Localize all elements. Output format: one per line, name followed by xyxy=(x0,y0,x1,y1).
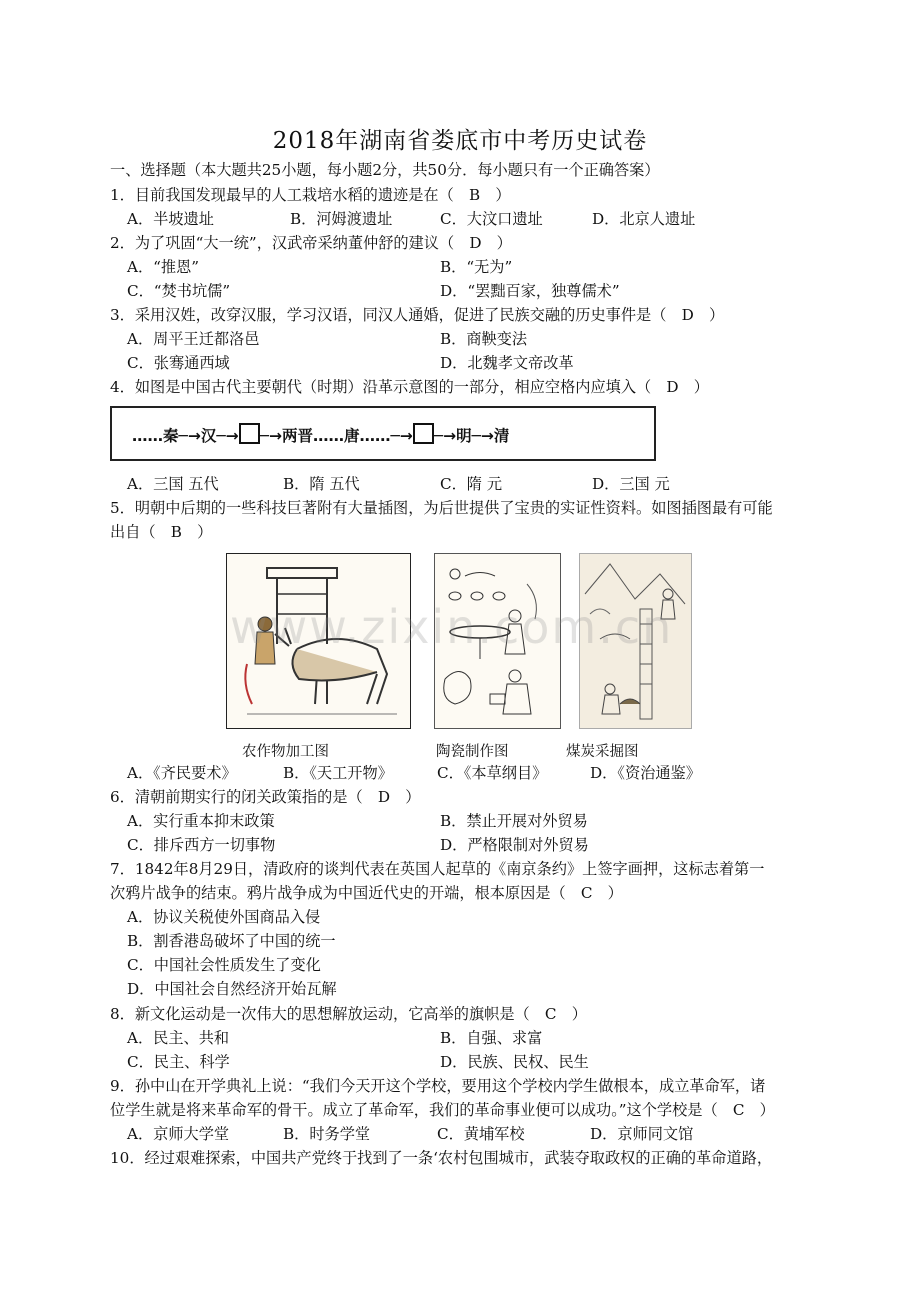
question-9-stem-line2: 位学生就是将来革命军的骨干。成立了革命军，我们的革命事业便可以成功。”这个学校是（ C ） xyxy=(110,1101,775,1119)
watermark: www.zixin.com.cn xyxy=(230,600,674,654)
question-6-stem: 6．清朝前期实行的闭关政策指的是（ D ） xyxy=(110,788,421,806)
q4-option-a: A．三国 五代 xyxy=(127,475,219,493)
q9-option-c: C．黄埔军校 xyxy=(437,1125,525,1143)
q2-option-b: B．“无为” xyxy=(440,258,513,276)
q5-option-b: B．《天工开物》 xyxy=(283,764,393,782)
q3-option-a: A．周平王迁都洛邑 xyxy=(127,330,260,348)
dynasty-sequence-box xyxy=(110,406,656,461)
q1-option-d: D．北京人遗址 xyxy=(592,210,696,228)
q6-option-c: C．排斥西方一切事物 xyxy=(127,836,276,854)
q4-option-d: D．三国 元 xyxy=(592,475,670,493)
q5-option-c: C．《本草纲目》 xyxy=(437,764,548,782)
q7-option-c: C．中国社会性质发生了变化 xyxy=(127,956,321,974)
q2-option-c: C．“焚书坑儒” xyxy=(127,282,231,300)
q6-option-a: A．实行重本抑末政策 xyxy=(127,812,275,830)
q8-option-d: D．民族、民权、民生 xyxy=(440,1053,589,1071)
question-7-stem-line2: 次鸦片战争的结束。鸦片战争成为中国近代史的开端，根本原因是（ C ） xyxy=(110,884,623,902)
question-8-stem: 8．新文化运动是一次伟大的思想解放运动，它高举的旗帜是（ C ） xyxy=(110,1005,587,1023)
blank-square-1 xyxy=(239,423,260,444)
dynasty-sequence xyxy=(132,423,509,446)
q3-option-c: C．张骞通西域 xyxy=(127,354,230,372)
caption-coal-mining: 煤炭采掘图 xyxy=(566,744,639,760)
q9-option-d: D．京师同文馆 xyxy=(590,1125,694,1143)
page-title: 2018年湖南省娄底市中考历史试卷 xyxy=(272,128,648,154)
q1-option-c: C．大汶口遗址 xyxy=(440,210,543,228)
q7-option-d: D．中国社会自然经济开始瓦解 xyxy=(127,980,337,998)
q1-option-a: A．半坡遗址 xyxy=(127,210,214,228)
dynasty-sequence-part-1: ……秦─→汉─→ xyxy=(132,427,239,445)
dynasty-sequence-part-2: ─→两晋……唐……─→ xyxy=(259,427,413,445)
q7-option-a: A．协议关税使外国商品入侵 xyxy=(127,908,321,926)
blank-square-2 xyxy=(413,423,434,444)
question-10-stem: 10．经过艰难探索，中国共产党终于找到了一条‘农村包围城市，武装夺取政权的正确的革命道路， xyxy=(110,1149,773,1167)
q8-option-b: B．自强、求富 xyxy=(440,1029,543,1047)
q8-option-a: A．民主、共和 xyxy=(127,1029,230,1047)
caption-crop-processing: 农作物加工图 xyxy=(242,744,329,760)
q9-option-a: A．京师大学堂 xyxy=(127,1125,230,1143)
q4-option-b: B．隋 五代 xyxy=(283,475,360,493)
question-3-stem: 3．采用汉姓，改穿汉服，学习汉语，同汉人通婚，促进了民族交融的历史事件是（ D ） xyxy=(110,306,725,324)
q4-option-c: C．隋 元 xyxy=(440,475,503,493)
q6-option-b: B．禁止开展对外贸易 xyxy=(440,812,588,830)
q5-option-a: A．《齐民要术》 xyxy=(127,764,237,782)
q3-option-b: B．商鞅变法 xyxy=(440,330,528,348)
caption-ceramics-making: 陶瓷制作图 xyxy=(436,744,509,760)
q3-option-d: D．北魏孝文帝改革 xyxy=(440,354,574,372)
question-5-stem-line1: 5．明朝中后期的一些科技巨著附有大量插图，为后世提供了宝贵的实证性资料。如图插图最有可能 xyxy=(110,499,773,517)
section-heading: 一、选择题（本大题共25小题，每小题2分，共50分．每小题只有一个正确答案） xyxy=(110,161,660,179)
q8-option-c: C．民主、科学 xyxy=(127,1053,230,1071)
question-2-stem: 2．为了巩固“大一统”，汉武帝采纳董仲舒的建议（ D ） xyxy=(110,234,512,252)
q1-option-b: B．河姆渡遗址 xyxy=(290,210,393,228)
question-5-stem-line2: 出自（ B ） xyxy=(110,523,213,541)
q2-option-d: D．“罢黜百家，独尊儒术” xyxy=(440,282,620,300)
question-9-stem-line1: 9．孙中山在开学典礼上说：“我们今天开这个学校，要用这个学校内学生做根本，成立革命军，诸 xyxy=(110,1077,766,1095)
q5-option-d: D．《资治通鉴》 xyxy=(590,764,701,782)
question-7-stem-line1: 7．1842年8月29日，清政府的谈判代表在英国人起草的《南京条约》上签字画押，这标志着第一 xyxy=(110,860,765,878)
dynasty-sequence-part-3: ─→明─→清 xyxy=(433,427,510,445)
q6-option-d: D．严格限制对外贸易 xyxy=(440,836,589,854)
q9-option-b: B．时务学堂 xyxy=(283,1125,371,1143)
question-1-stem: 1．目前我国发现最早的人工栽培水稻的遗迹是在（ B ） xyxy=(110,186,511,204)
q7-option-b: B．割香港岛破坏了中国的统一 xyxy=(127,932,336,950)
question-4-stem: 4．如图是中国古代主要朝代（时期）沿革示意图的一部分，相应空格内应填入（ D ） xyxy=(110,378,709,396)
q2-option-a: A．“推恩” xyxy=(127,258,200,276)
